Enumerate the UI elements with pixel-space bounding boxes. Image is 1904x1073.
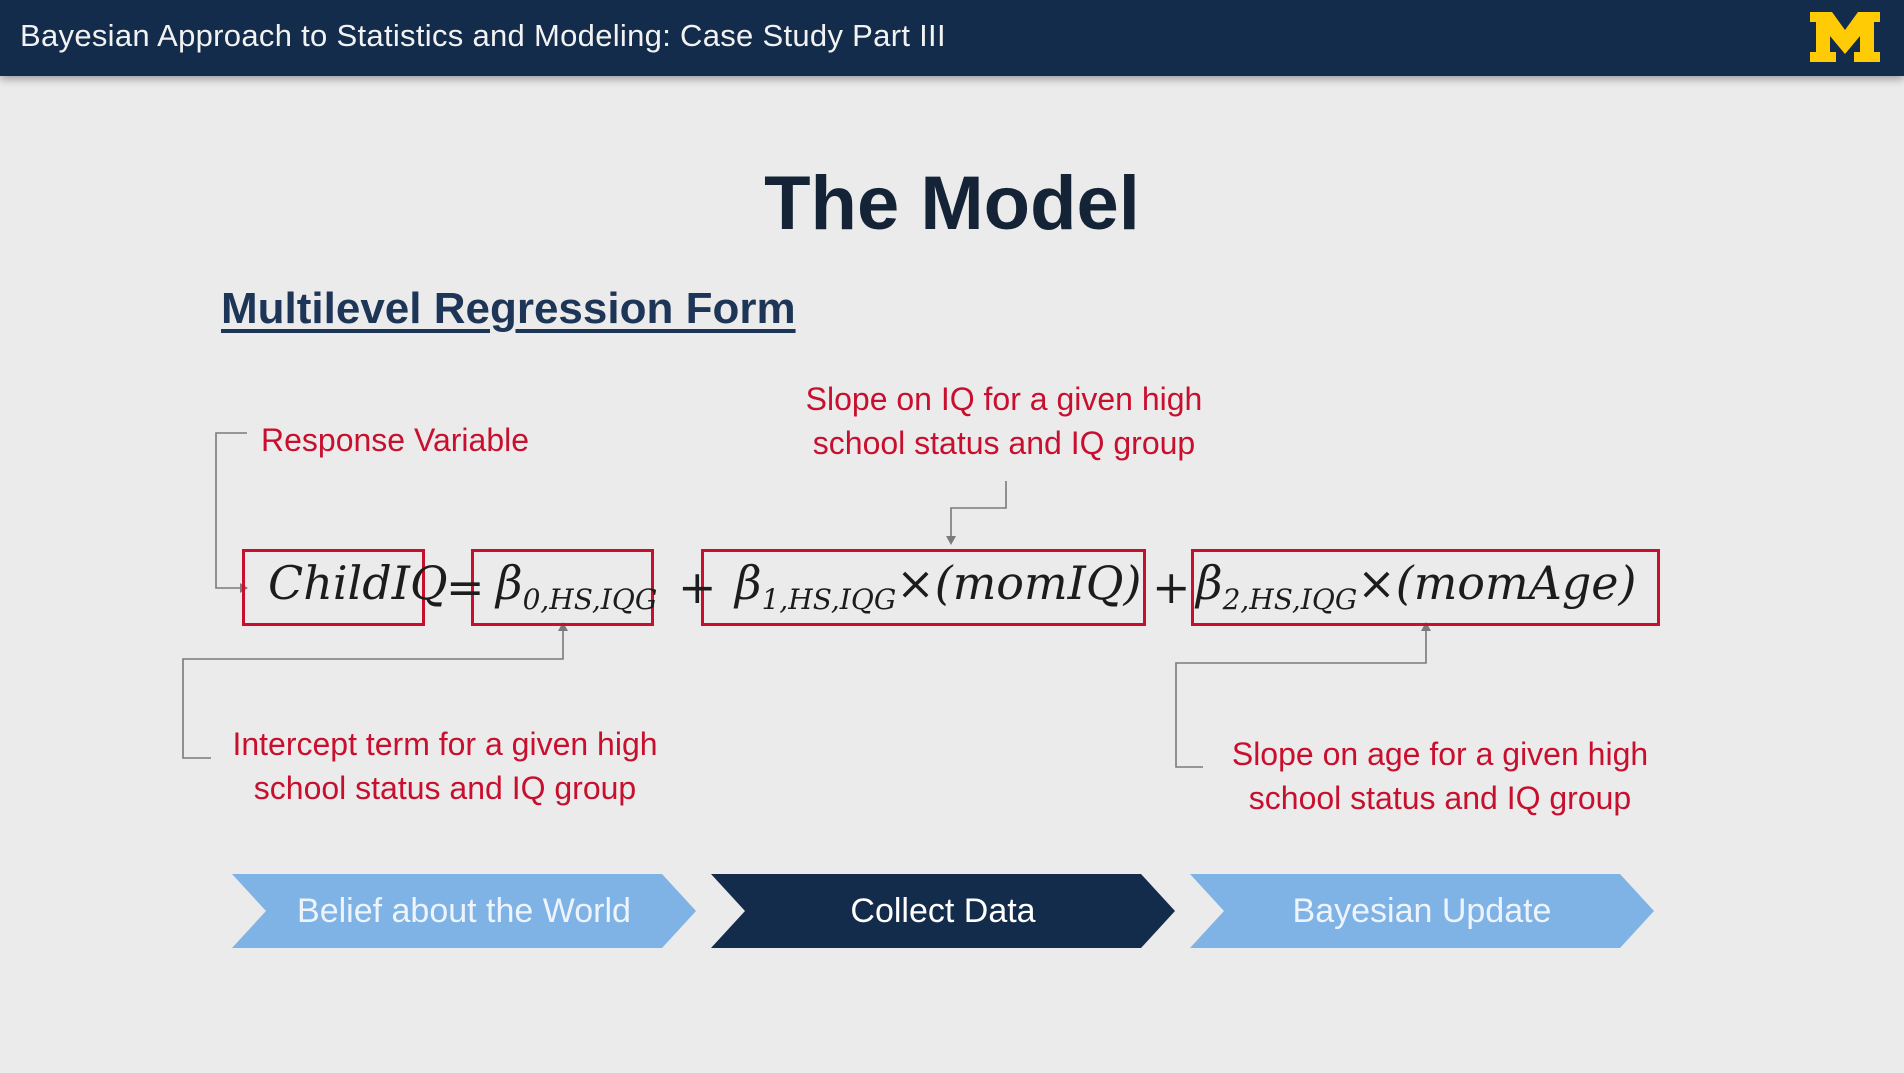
formula-response: ChildIQ [268, 556, 448, 610]
connector-slope-age [1176, 628, 1426, 767]
step-bayesian-update-label: Bayesian Update [1292, 891, 1552, 930]
beta0-symbol: β [496, 556, 523, 610]
formula-plus-2: + [1152, 560, 1191, 614]
annotation-slope-age-line1: Slope on age for a given high [1231, 736, 1649, 772]
annotation-slope-iq-line2: school status and IQ group [812, 425, 1196, 461]
step-bayesian-update [1190, 874, 1654, 948]
presentation-title: Bayesian Approach to Statistics and Modeling: Case Study Part III [20, 18, 946, 53]
beta1-symbol: β [735, 556, 762, 610]
term-mom-iq: ×(momIQ) [896, 556, 1142, 610]
annotation-intercept-line2: school status and IQ group [253, 770, 637, 806]
formula-equals: = [446, 560, 485, 614]
term-mom-age: ×(momAge) [1357, 556, 1637, 610]
annotation-intercept-line1: Intercept term for a given high [232, 726, 658, 762]
formula-intercept [496, 556, 657, 616]
step-collect-data-label: Collect Data [850, 891, 1036, 930]
annotation-slope-iq-line1: Slope on IQ for a given high [805, 381, 1203, 417]
section-subtitle: Multilevel Regression Form [221, 284, 796, 333]
annotation-slope-age-line2: school status and IQ group [1248, 780, 1632, 816]
slide-title: The Model [764, 161, 1140, 246]
beta2-subscript: 2,HS,IQG [1222, 583, 1358, 617]
formula-slope-age [1196, 556, 1636, 616]
step-collect-data [711, 874, 1175, 948]
beta0-subscript: 0,HS,IQG [522, 583, 658, 617]
step-belief-label: Belief about the World [297, 891, 631, 930]
formula-slope-iq [735, 556, 1141, 616]
step-belief [232, 874, 696, 948]
connector-intercept [183, 628, 563, 758]
connector-slope-iq [951, 481, 1006, 538]
formula-plus-1: + [678, 560, 717, 614]
beta1-subscript: 1,HS,IQG [761, 583, 897, 617]
beta2-symbol: β [1196, 556, 1223, 610]
annotation-response-variable: Response Variable [261, 422, 530, 458]
arrowhead-slope-iq [946, 536, 956, 545]
